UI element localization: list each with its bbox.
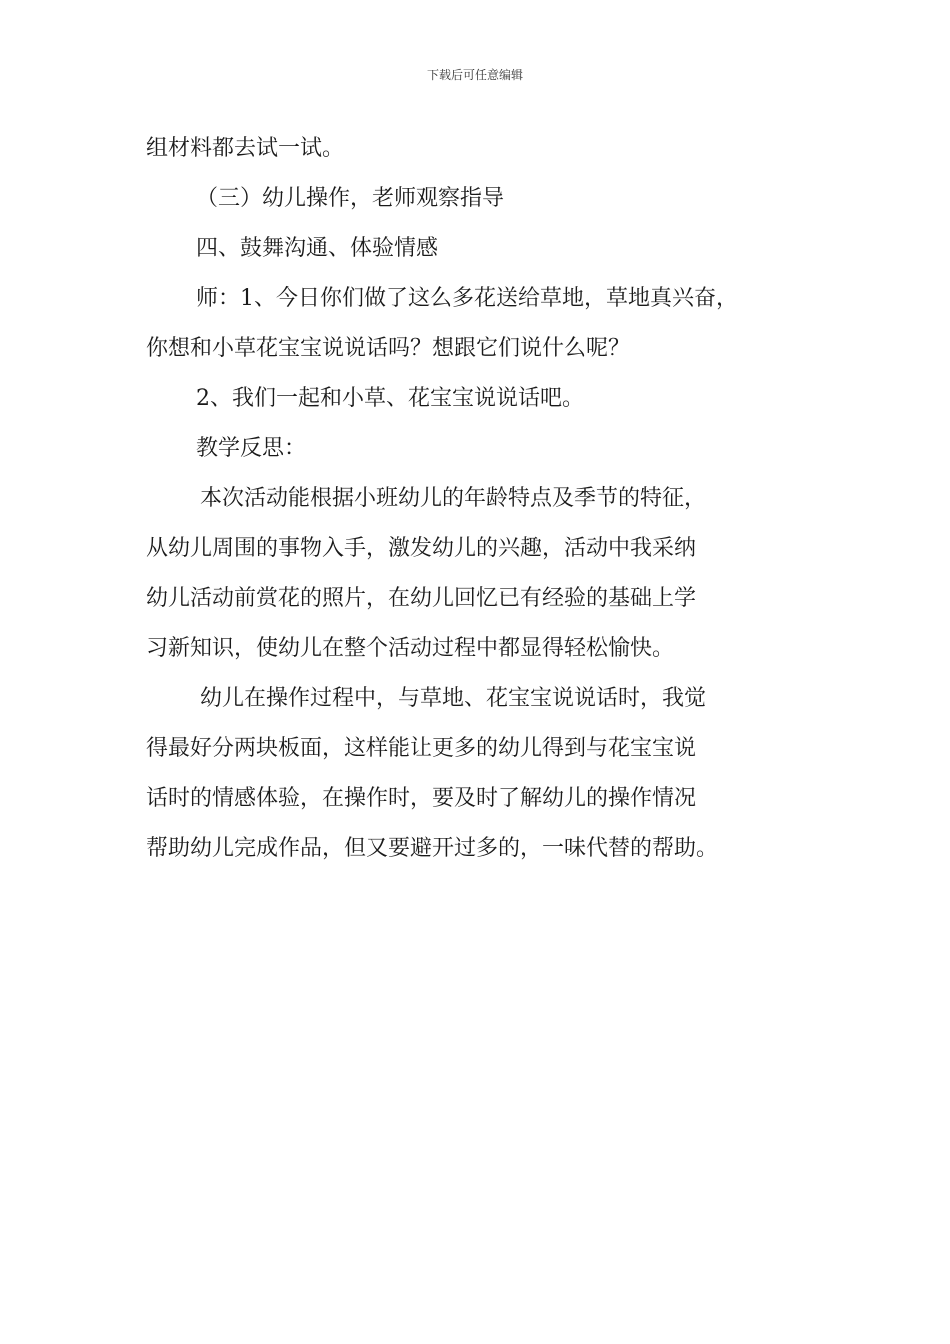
text-line: 从幼儿周围的事物入手，激发幼儿的兴趣，活动中我采纳 bbox=[146, 536, 697, 561]
text-line: 组材料都去试一试。 bbox=[146, 136, 345, 161]
page-header: 下载后可任意编辑 bbox=[426, 68, 523, 82]
text-line: 得最好分两块板面，这样能让更多的幼儿得到与花宝宝说 bbox=[146, 736, 697, 761]
text-line: 幼儿在操作过程中，与草地、花宝宝说说话时，我觉 bbox=[200, 686, 707, 711]
text-line: 你想和小草花宝宝说说话吗？想跟它们说什么呢？ bbox=[146, 336, 631, 361]
document-body bbox=[146, 124, 826, 874]
text-line: 话时的情感体验，在操作时，要及时了解幼儿的操作情况 bbox=[146, 786, 697, 811]
text-line: 帮助幼儿完成作品，但又要避开过多的，一味代替的帮助。 bbox=[146, 836, 719, 861]
section-heading: 四、鼓舞沟通、体验情感 bbox=[196, 236, 439, 261]
text-line: 本次活动能根据小班幼儿的年龄特点及季节的特征， bbox=[200, 486, 707, 511]
section-heading: （三）幼儿操作，老师观察指导 bbox=[196, 186, 505, 211]
text-line: 幼儿活动前赏花的照片，在幼儿回忆已有经验的基础上学 bbox=[146, 586, 697, 611]
text-line: 师：1、今日你们做了这么多花送给草地，草地真兴奋， bbox=[196, 286, 738, 311]
section-heading: 教学反思： bbox=[196, 436, 307, 461]
text-line: 2、我们一起和小草、花宝宝说说话吧。 bbox=[196, 386, 584, 411]
text-line: 习新知识，使幼儿在整个活动过程中都显得轻松愉快。 bbox=[146, 636, 675, 661]
